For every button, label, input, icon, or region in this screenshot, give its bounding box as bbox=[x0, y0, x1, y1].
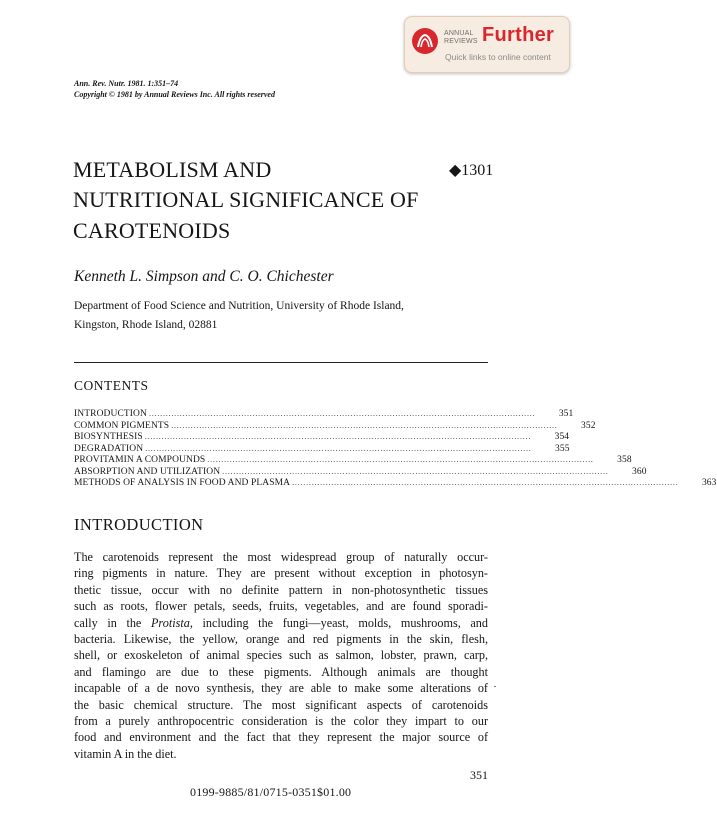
contents-heading: CONTENTS bbox=[74, 378, 149, 393]
toc-page: 358 bbox=[617, 455, 632, 465]
affiliation-line: Kingston, Rhode Island, 02881 bbox=[74, 319, 218, 331]
paragraph-line: ring pigments in nature. They are present without exception in photosyn- bbox=[74, 566, 488, 581]
toc-entry[interactable] bbox=[74, 466, 647, 479]
toc-leader: .......................................................................................................................................... bbox=[171, 420, 558, 430]
toc-leader: .......................................................................................................................................... bbox=[207, 455, 594, 464]
toc-page: 363 bbox=[701, 478, 717, 488]
paragraph-line: The carotenoids represent the most widespread group of naturally occur- bbox=[74, 550, 488, 564]
scan-mark bbox=[494, 686, 496, 687]
toc-page: 352 bbox=[581, 420, 596, 431]
toc-label: DEGRADATION bbox=[74, 443, 144, 454]
toc-entry[interactable] bbox=[74, 478, 717, 490]
toc-leader: .......................................................................................................................................... bbox=[145, 443, 532, 453]
toc-page: 354 bbox=[554, 432, 570, 442]
toc-entry[interactable] bbox=[74, 443, 570, 456]
toc-label: PROVITAMIN A COMPOUNDS bbox=[74, 455, 206, 465]
toc-page: 351 bbox=[558, 409, 574, 419]
paragraph-line: cally in the Protista, including the fungi—yeast, molds, mushrooms, and bbox=[74, 615, 488, 630]
paragraph-line: food and environment and the fact that they represent the major source of bbox=[74, 730, 488, 745]
further-badge[interactable] bbox=[404, 16, 570, 73]
paragraph-line: incapable of a de novo synthesis, they are able to make some alterations of bbox=[74, 681, 488, 696]
italic-term: Protista bbox=[150, 615, 190, 630]
paragraph-line: such as roots, flower petals, seeds, fruits, vegetables, and are found sporadi- bbox=[74, 599, 488, 614]
journal-citation: Ann. Rev. Nutr. 1981. 1:351–74 bbox=[74, 79, 179, 88]
toc-leader: .......................................................................................................................................... bbox=[222, 466, 609, 476]
paragraph-line: vitamin A in the diet. bbox=[74, 746, 177, 761]
paragraph-line: and flamingo are due to these pigments. Although animals are thought bbox=[74, 664, 488, 679]
divider bbox=[74, 362, 488, 363]
article-title-line: CAROTENOIDS bbox=[73, 218, 231, 243]
toc-label: METHODS OF ANALYSIS IN FOOD AND PLASMA bbox=[74, 478, 291, 488]
article-code: ◆1301 bbox=[449, 162, 494, 179]
paragraph-line: thetic tissue, occur with no definite pattern in non-photosynthetic tissues bbox=[74, 582, 488, 597]
article-title-line: METABOLISM AND bbox=[73, 157, 272, 182]
section-heading-introduction: INTRODUCTION bbox=[74, 515, 204, 534]
toc-entry[interactable] bbox=[74, 432, 570, 444]
toc-leader: .......................................................................................................................................... bbox=[144, 432, 532, 441]
further-subtitle: Quick links to online content bbox=[445, 52, 551, 62]
authors: Kenneth L. Simpson and C. O. Chichester bbox=[74, 268, 334, 285]
affiliation-line: Department of Food Science and Nutrition, University of Rhode Island, bbox=[74, 300, 404, 312]
further-wordmark: Further bbox=[482, 24, 555, 46]
toc-leader: .......................................................................................................................................... bbox=[148, 409, 536, 418]
paragraph-line: shell, or exoskeleton of animal species such as salmon, lobster, prawn, carp, bbox=[74, 648, 488, 663]
paragraph-line: bacteria. Likewise, the yellow, orange and red pigments in the skin, flesh, bbox=[74, 631, 488, 646]
paragraph-line: from a purely anthropocentric consideration is the color they impart to our bbox=[74, 713, 488, 728]
toc-label: BIOSYNTHESIS bbox=[74, 432, 143, 442]
article-title-line: NUTRITIONAL SIGNIFICANCE OF bbox=[73, 187, 419, 212]
introduction-paragraph bbox=[74, 549, 488, 762]
annual-reviews-wordmark: ANNUAL REVIEWS bbox=[444, 30, 478, 45]
toc-label: INTRODUCTION bbox=[74, 409, 147, 419]
page-number: 351 bbox=[470, 768, 488, 782]
toc-page: 355 bbox=[555, 443, 570, 454]
table-of-contents bbox=[74, 409, 717, 490]
annual-reviews-logo-icon bbox=[412, 28, 438, 54]
paragraph-line: the basic chemical structure. The most significant aspects of carotenoids bbox=[74, 697, 488, 712]
toc-leader: .......................................................................................................................................... bbox=[292, 478, 679, 487]
toc-label: COMMON PIGMENTS bbox=[74, 420, 170, 431]
toc-entry[interactable] bbox=[74, 455, 632, 467]
copyright-line: Copyright © 1981 by Annual Reviews Inc. All rights reserved bbox=[74, 90, 275, 99]
toc-entry[interactable] bbox=[74, 420, 596, 433]
toc-label: ABSORPTION AND UTILIZATION bbox=[74, 466, 221, 477]
toc-entry[interactable] bbox=[74, 409, 574, 421]
issn-line: 0199-9885/81/0715-0351$01.00 bbox=[190, 785, 352, 799]
toc-page: 360 bbox=[632, 466, 647, 477]
